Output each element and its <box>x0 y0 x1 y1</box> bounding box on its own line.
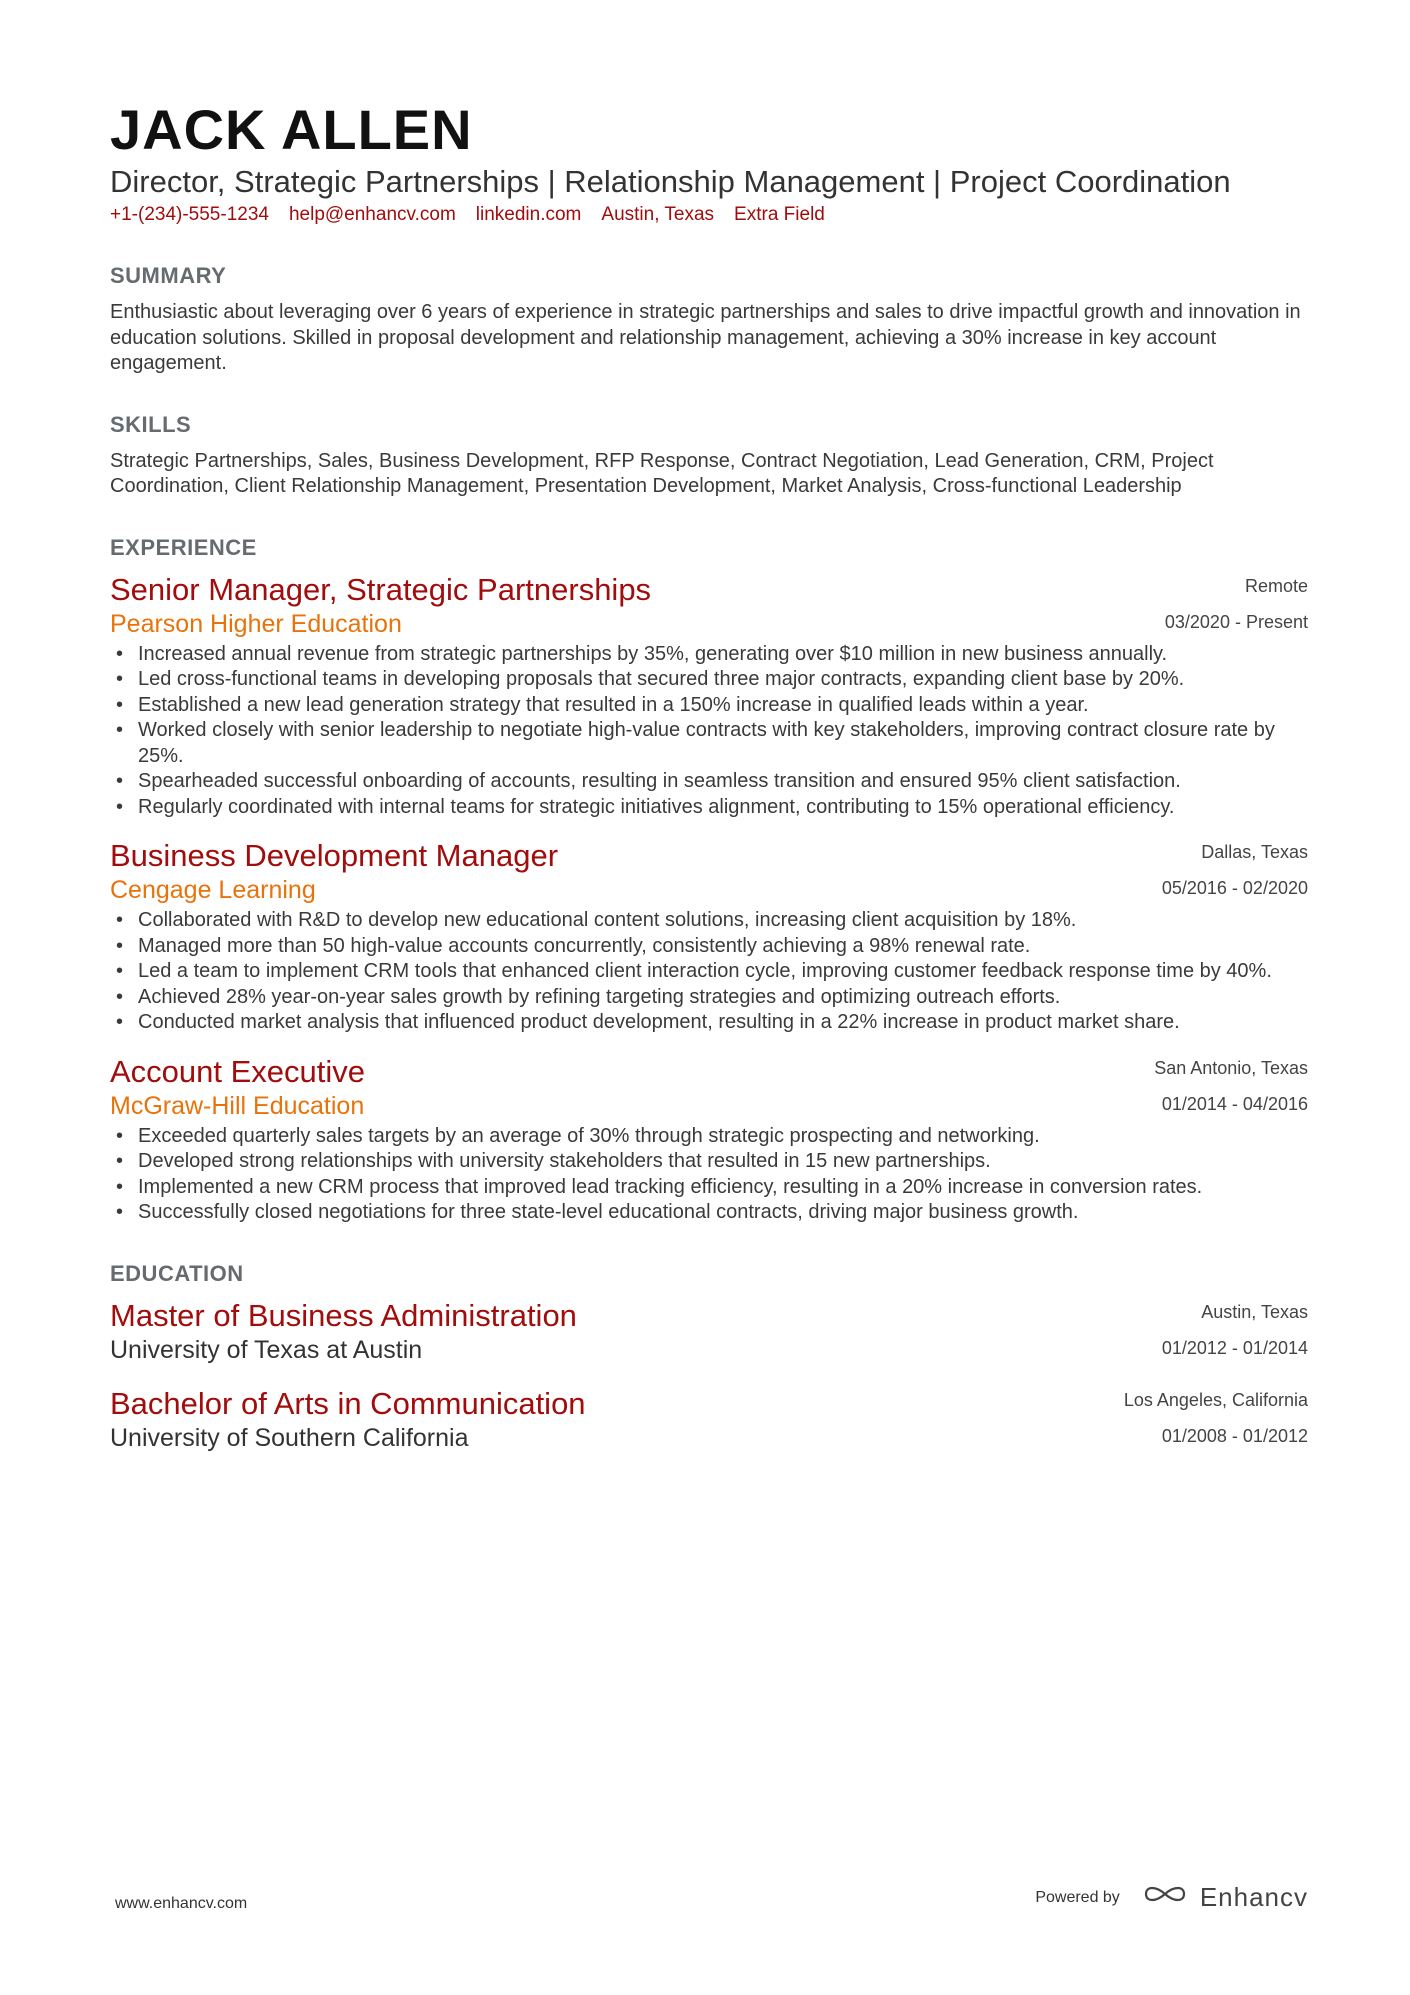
job-title: Account Executive <box>110 1053 366 1089</box>
education-entry <box>110 1298 1308 1366</box>
summary-section <box>110 262 1308 377</box>
education-entry <box>110 1386 1308 1454</box>
bullet-item: • Established a new lead generation strategy that resulted in a 150% increase in qualified leads within a year. <box>110 693 1308 719</box>
job-bullets <box>110 642 1308 821</box>
job-company: Pearson Higher Education <box>110 609 402 638</box>
bullet-item: • Developed strong relationships with university stakeholders that resulted in 15 new partnerships. <box>110 1149 1308 1175</box>
contact-extra-field: Extra Field <box>734 204 825 225</box>
skills-section <box>110 411 1308 500</box>
education-dates: 01/2012 - 01/2014 <box>1161 1337 1308 1358</box>
enhancv-logo-icon <box>1142 1882 1188 1913</box>
bullet-item: • Regularly coordinated with internal teams for strategic initiatives alignment, contributing to 15% operational efficiency. <box>110 795 1308 821</box>
job-company: Cengage Learning <box>110 876 316 904</box>
job-location: Remote <box>1244 575 1308 596</box>
bullet-item: • Exceeded quarterly sales targets by an average of 30% through strategic prospecting and networking. <box>110 1124 1308 1150</box>
job-location: Dallas, Texas <box>1201 842 1308 862</box>
bullet-item: • Managed more than 50 high-value accounts concurrently, consistently achieving a 98% renewal rate. <box>110 934 1308 960</box>
section-title-experience: EXPERIENCE <box>110 534 257 560</box>
job-dates: 05/2016 - 02/2020 <box>1161 878 1308 898</box>
bullet-item: • Successfully closed negotiations for three state-level educational contracts, driving major business growth. <box>110 1200 1308 1226</box>
contact-location: Austin, Texas <box>601 204 715 225</box>
experience-section <box>110 534 1308 1226</box>
experience-entry <box>110 1054 1308 1226</box>
experience-entry <box>110 838 1308 1036</box>
job-dates: 01/2014 - 04/2016 <box>1161 1093 1308 1114</box>
bullet-item: • Worked closely with senior leadership to negotiate high-value contracts with key stakeholders, improving contract closure rate by 25%. <box>110 718 1308 769</box>
brand-name: Enhancv <box>1199 1882 1308 1912</box>
job-title: Senior Manager, Strategic Partnerships <box>110 571 652 607</box>
candidate-name: JACK ALLEN <box>110 98 473 161</box>
section-title-summary: SUMMARY <box>110 263 227 288</box>
school-name: University of Southern California <box>110 1423 469 1452</box>
school-name: University of Texas at Austin <box>110 1335 423 1364</box>
candidate-headline: Director, Strategic Partnerships | Relationship Management | Project Coordination <box>110 164 1231 199</box>
summary-text: Enthusiastic about leveraging over 6 years of experience in strategic partnerships and sales to drive impactful growth and innovation in education solutions. Skilled in proposal development and relationship management, achieving a 30% increase in key account engagement. <box>110 301 1301 374</box>
degree-title: Bachelor of Arts in Communication <box>110 1385 586 1421</box>
job-bullets <box>110 908 1308 1036</box>
bullet-item: • Collaborated with R&D to develop new educational content solutions, increasing client acquisition by 18%. <box>110 908 1308 934</box>
section-title-education: EDUCATION <box>110 1260 244 1286</box>
degree-title: Master of Business Administration <box>110 1297 577 1333</box>
job-location: San Antonio, Texas <box>1154 1057 1308 1078</box>
bullet-item: • Spearheaded successful onboarding of accounts, resulting in seamless transition and ensured 95% client satisfaction. <box>110 769 1308 795</box>
contact-email[interactable]: help@enhancv.com <box>288 204 456 225</box>
skills-text: Strategic Partnerships, Sales, Business Development, RFP Response, Contract Negotiation, Lead Generation, CRM, Project Coordination, Client Relationship Management, Presentation Development, Market Analysis, Cross-functional Leadership <box>110 449 1214 497</box>
bullet-item: • Led a team to implement CRM tools that enhanced client interaction cycle, improving customer feedback response time by 40%. <box>110 959 1308 985</box>
resume-page <box>110 98 1308 1454</box>
contact-phone[interactable]: +1-(234)-555-1234 <box>110 204 269 225</box>
job-company: McGraw-Hill Education <box>110 1091 365 1120</box>
section-title-skills: SKILLS <box>110 411 192 437</box>
footer-website-link[interactable]: www.enhancv.com <box>115 1895 248 1912</box>
education-section <box>110 1260 1308 1454</box>
experience-entry <box>110 572 1308 821</box>
job-dates: 03/2020 - Present <box>1164 611 1308 632</box>
powered-by-label: Powered by <box>1035 1888 1120 1906</box>
bullet-item: • Increased annual revenue from strategic partnerships by 35%, generating over $10 million in new business annually. <box>110 642 1308 668</box>
contact-linkedin[interactable]: linkedin.com <box>475 204 582 225</box>
bullet-item: • Conducted market analysis that influenced product development, resulting in a 22% increase in product market share. <box>110 1010 1308 1036</box>
bullet-item: • Implemented a new CRM process that improved lead tracking efficiency, resulting in a 20% increase in conversion rates. <box>110 1175 1308 1201</box>
job-title: Business Development Manager <box>110 838 559 873</box>
job-bullets <box>110 1124 1308 1226</box>
education-location: Los Angeles, California <box>1123 1389 1308 1410</box>
education-dates: 01/2008 - 01/2012 <box>1161 1425 1308 1446</box>
bullet-item: • Achieved 28% year-on-year sales growth by refining targeting strategies and optimizing outreach efforts. <box>110 985 1308 1011</box>
footer-branding <box>1035 1882 1308 1913</box>
education-location: Austin, Texas <box>1201 1301 1308 1322</box>
contact-bar <box>110 202 1308 228</box>
brand-logo[interactable] <box>1142 1882 1308 1913</box>
bullet-item: • Led cross-functional teams in developing proposals that secured three major contracts, expanding client base by 20%. <box>110 667 1308 693</box>
